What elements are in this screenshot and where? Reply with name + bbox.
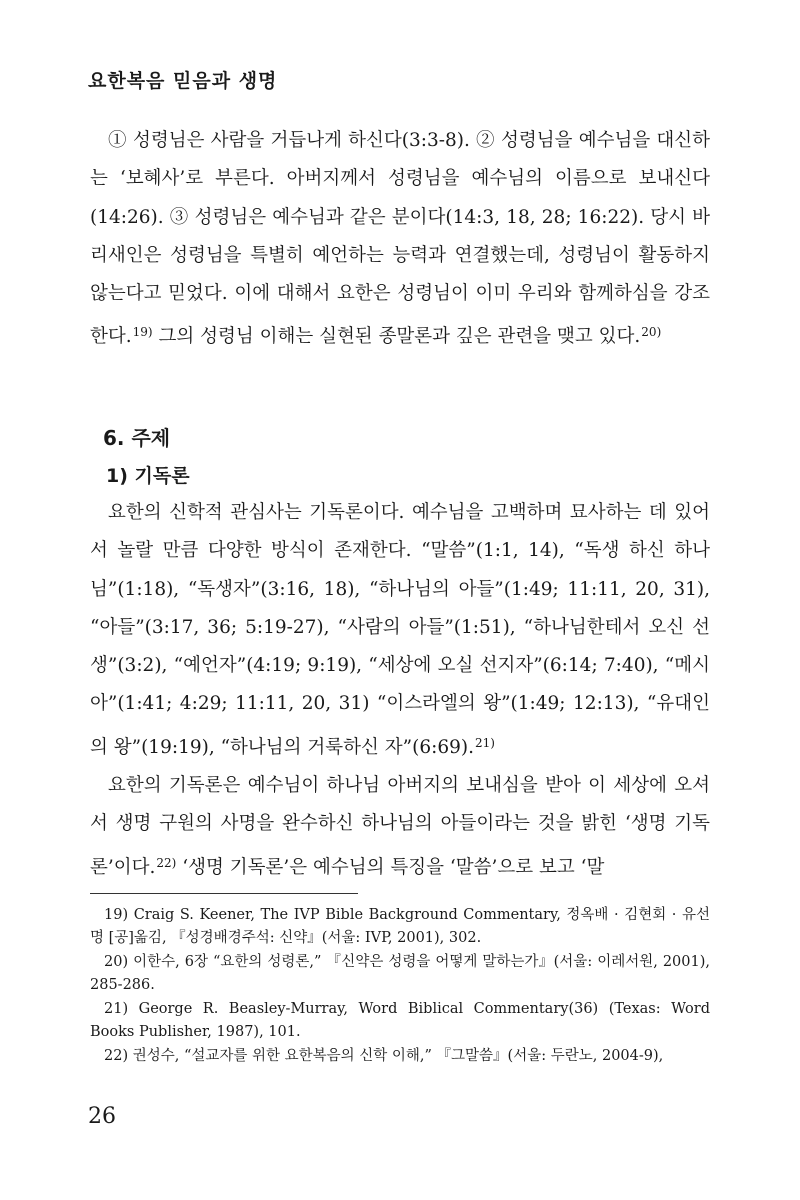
body-paragraph bbox=[90, 122, 710, 357]
footnote-divider bbox=[90, 893, 358, 894]
subsection-title: 1) 기독론 bbox=[106, 465, 190, 487]
footnotes bbox=[90, 904, 710, 1070]
footnote-text: 권성수, “설교자를 위한 요한복음의 신학 이해,” 『그말씀』(서울: 두란노, 2004-9), bbox=[132, 1048, 664, 1064]
footnote bbox=[90, 998, 710, 1043]
footnote bbox=[90, 1045, 710, 1068]
paragraph-text: 그의 성령님 이해는 실현된 종말론과 깊은 관련을 맺고 있다. bbox=[152, 326, 641, 348]
paragraph-text: 요한의 신학적 관심사는 기독론이다. 예수님을 고백하며 묘사하는 데 있어서 놀랄 만큼 다양한 방식이 존재한다. “말씀”(1:1, 14), “독생 하신 하나님”(1:18), “독생자”(3:16, 18), “하나님의 아들”(1:49; 11:11, 20, 31), “아들”(3:17, 36; 5:19-27), “사람의 아들”(1:51), “하나님한테서 오신 선생”(3:2), “예언자”(4:19; 9:19), “세상에 오실 선지자”(6:14; 7:40), “메시아”(1:41; 4:29; 11:11, 20, 31) “이스라엘의 왕”(1:49; 12:13), “유대인의 왕”(19:19), “하나님의 거룩하신 자”(6:69). bbox=[90, 502, 710, 758]
section-title: 6. 주제 bbox=[103, 426, 171, 450]
running-head: 요한복음 믿음과 생명 bbox=[88, 70, 278, 92]
body-paragraph bbox=[90, 494, 710, 767]
footnote bbox=[90, 951, 710, 996]
footnote bbox=[90, 904, 710, 949]
paragraph-text: ① 성령님은 사람을 거듭나게 하신다(3:3-8). ② 성령님을 예수님을 대신하는 ‘보혜사’로 부른다. 아버지께서 성령님을 예수님의 이름으로 보내신다(14:26). ③ 성령님은 예수님과 같은 분이다(14:3, 18, 28; 16:22). 당시 바리새인은 성령님을 특별히 예언하는 능력과 연결했는데, 성령님이 활동하지 않는다고 믿었다. 이에 대해서 요한은 성령님이 이미 우리와 함께하심을 강조한다. bbox=[90, 130, 710, 348]
footnote-number: 20) bbox=[104, 954, 129, 970]
footnote-ref-19: 19) bbox=[132, 325, 153, 340]
page-number: 26 bbox=[88, 1104, 116, 1129]
footnote-ref-21: 21) bbox=[474, 735, 495, 750]
body-paragraph bbox=[90, 767, 710, 887]
footnote-text: George R. Beasley-Murray, Word Biblical Commentary(36) (Texas: Word Books Publisher, 1987), 101. bbox=[90, 1001, 710, 1040]
top-paragraph-block bbox=[90, 122, 710, 357]
footnote-ref-22: 22) bbox=[156, 855, 177, 870]
paragraph-text: 요한의 기독론은 예수님이 하나님 아버지의 보내심을 받아 이 세상에 오셔서 생명 구원의 사명을 완수하신 하나님의 아들이라는 것을 밝힌 ‘생명 기독론’이다. bbox=[90, 775, 710, 878]
footnote-number: 21) bbox=[104, 1001, 129, 1017]
footnote-number: 22) bbox=[104, 1048, 129, 1064]
footnote-number: 19) bbox=[104, 907, 129, 923]
main-body-block bbox=[90, 494, 710, 887]
footnote-text: Craig S. Keener, The IVP Bible Background Commentary, 정옥배 · 김현회 · 유선명 [공]옮김, 『성경배경주석: 신약』(서울: IVP, 2001), 302. bbox=[90, 907, 710, 946]
footnote-ref-20: 20) bbox=[641, 325, 662, 340]
footnote-text: 이한수, 6장 “요한의 성령론,” 『신약은 성령을 어떻게 말하는가』(서울: 이레서원, 2001), 285-286. bbox=[90, 954, 710, 993]
paragraph-text: ‘생명 기독론’은 예수님의 특징을 ‘말씀’으로 보고 ‘말 bbox=[176, 856, 605, 878]
